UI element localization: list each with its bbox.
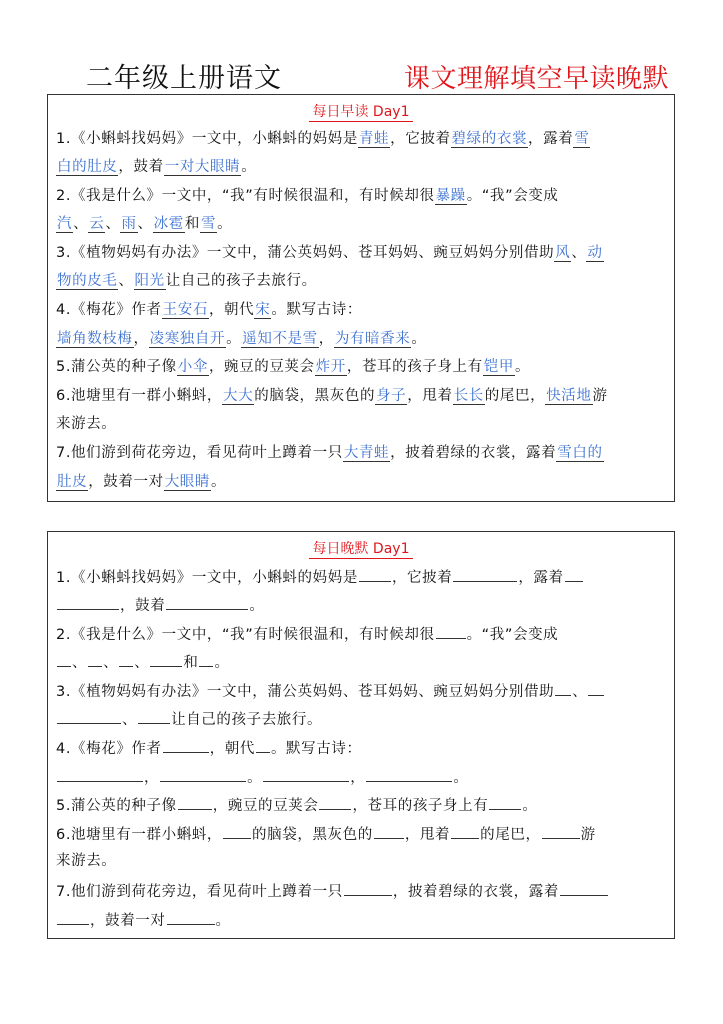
text: 来游去。 xyxy=(56,853,117,869)
text: ，朝代 xyxy=(209,741,255,757)
answer-blank[interactable] xyxy=(256,737,270,753)
answer: 雪白的 xyxy=(557,445,603,461)
text: 、 xyxy=(73,216,89,232)
text: 。 xyxy=(217,216,233,232)
answer: 大大 xyxy=(223,388,254,404)
answer-blank[interactable] xyxy=(366,766,452,782)
answer-blank[interactable] xyxy=(199,651,213,667)
answer-blank[interactable] xyxy=(57,594,119,610)
evening-dictation-box xyxy=(47,531,675,939)
text: ，它披着 xyxy=(390,131,451,147)
answer: 雨 xyxy=(121,216,137,232)
evening-line-2 xyxy=(56,594,264,616)
answer: 炸开 xyxy=(315,359,346,375)
text: 7.他们游到荷花旁边，看见荷叶上蹲着一只 xyxy=(56,884,343,900)
text: 。 xyxy=(247,770,263,786)
answer: 阳光 xyxy=(134,273,165,289)
text: 。 xyxy=(411,331,427,347)
answer: 身子 xyxy=(376,388,407,404)
answer-blank[interactable] xyxy=(88,651,102,667)
morning-line-8 xyxy=(56,329,426,349)
text: 、 xyxy=(105,216,121,232)
answer: 宋 xyxy=(255,302,271,318)
text: 。 xyxy=(214,655,230,671)
evening-line-8 xyxy=(56,766,468,788)
text: 2.《我是什么》一文中，“我”有时候很温和，有时候却很 xyxy=(56,188,435,204)
answer-blank[interactable] xyxy=(57,909,89,925)
text: ，朝代 xyxy=(208,302,255,318)
answer: 动 xyxy=(587,245,603,261)
text: ，它披着 xyxy=(391,570,453,586)
text: 。 xyxy=(249,598,265,614)
text: ，豌豆的豆荚会 xyxy=(208,359,315,375)
morning-title: 每日早读 Day1 xyxy=(309,104,412,122)
evening-line-7 xyxy=(56,737,362,759)
text: 。 xyxy=(215,913,231,929)
text: 让自己的孩子去旅行。 xyxy=(165,273,317,289)
answer-blank[interactable] xyxy=(359,566,391,582)
answer-blank[interactable] xyxy=(436,623,466,639)
text: 、 xyxy=(72,655,88,671)
answer-blank[interactable] xyxy=(451,823,479,839)
evening-line-5 xyxy=(56,680,605,702)
text: 、 xyxy=(134,655,150,671)
answer: 碧绿的衣裳 xyxy=(451,131,528,147)
answer-blank[interactable] xyxy=(57,766,143,782)
text: 的尾巴， xyxy=(484,388,546,404)
answer: 风 xyxy=(555,245,571,261)
evening-line-12 xyxy=(56,880,609,902)
text: 游 xyxy=(592,388,608,404)
text: 和 xyxy=(184,216,200,232)
page-subtitle: 课文理解填空早读晚默 xyxy=(404,64,670,94)
text: 5.蒲公英的种子像 xyxy=(56,798,177,814)
morning-line-4 xyxy=(56,214,232,234)
morning-line-9 xyxy=(56,357,530,377)
morning-line-2 xyxy=(56,157,256,177)
text: 4.《梅花》作者 xyxy=(56,741,162,757)
answer: 遥知不是雪 xyxy=(242,331,318,347)
evening-line-11 xyxy=(56,851,116,871)
answer-blank[interactable] xyxy=(374,823,404,839)
answer-blank[interactable] xyxy=(489,794,521,810)
text: 3.《植物妈妈有办法》一文中，蒲公英妈妈、苍耳妈妈、豌豆妈妈分别借助 xyxy=(56,684,555,700)
text: 。 xyxy=(226,331,242,347)
text: 。默写古诗： xyxy=(270,741,362,757)
text: 和 xyxy=(183,655,199,671)
answer: 王安石 xyxy=(162,302,208,318)
answer: 冰雹 xyxy=(153,216,184,232)
answer: 白的肚皮 xyxy=(57,159,118,175)
text: 7.他们游到荷花旁边，看见荷叶上蹲着一只 xyxy=(56,445,343,461)
text: 5.蒲公英的种子像 xyxy=(56,359,177,375)
text: ，鼓着一对 xyxy=(90,913,166,929)
answer-blank[interactable] xyxy=(138,708,170,724)
text: ，露着 xyxy=(528,131,574,147)
answer: 汽 xyxy=(57,216,73,232)
text: 游 xyxy=(580,827,596,843)
answer-blank[interactable] xyxy=(150,651,182,667)
evening-line-9 xyxy=(56,794,537,816)
answer-blank[interactable] xyxy=(344,880,392,896)
evening-line-6 xyxy=(56,708,322,730)
text: ，露着 xyxy=(518,570,564,586)
answer: 大眼睛 xyxy=(164,474,211,490)
text: ，披着碧绿的衣裳，露着 xyxy=(392,884,559,900)
answer: 物的皮毛 xyxy=(57,273,118,289)
morning-reading-box xyxy=(47,94,675,502)
evening-line-10 xyxy=(56,823,596,845)
morning-line-13 xyxy=(56,472,226,492)
text: 来游去。 xyxy=(56,416,117,432)
morning-line-11 xyxy=(56,414,116,434)
answer: 快活地 xyxy=(546,388,592,404)
answer-blank[interactable] xyxy=(160,766,246,782)
answer: 肚皮 xyxy=(57,474,88,490)
answer-blank[interactable] xyxy=(223,823,251,839)
answer: 墙角数枝梅 xyxy=(57,331,133,347)
text: ，甩着 xyxy=(407,388,453,404)
answer: 青蛙 xyxy=(358,131,390,147)
text: 4.《梅花》作者 xyxy=(56,302,162,318)
evening-line-3 xyxy=(56,623,558,645)
answer: 暴躁 xyxy=(435,188,466,204)
answer: 凌寒独自开 xyxy=(149,331,226,347)
answer: 小伞 xyxy=(177,359,208,375)
text: 3.《植物妈妈有办法》一文中，蒲公英妈妈、苍耳妈妈、豌豆妈妈分别借助 xyxy=(56,245,555,261)
answer-blank[interactable] xyxy=(119,651,133,667)
answer: 长长 xyxy=(453,388,484,404)
text: ，豌豆的豆荚会 xyxy=(212,798,319,814)
answer: 大青蛙 xyxy=(343,445,390,461)
text: 。“我”会变成 xyxy=(466,627,559,643)
text: 的脑袋，黑灰色的 xyxy=(254,388,376,404)
evening-line-4 xyxy=(56,651,230,673)
answer: 一对大眼睛 xyxy=(164,159,241,175)
answer: 为有暗香来 xyxy=(334,331,411,347)
answer-blank[interactable] xyxy=(453,566,517,582)
text: ，苍耳的孩子身上有 xyxy=(352,798,489,814)
morning-line-1 xyxy=(56,129,590,149)
text: ，鼓着一对 xyxy=(88,474,164,490)
text: ，甩着 xyxy=(404,827,451,843)
answer-blank[interactable] xyxy=(167,909,215,925)
answer: 铠甲 xyxy=(483,359,514,375)
morning-line-5 xyxy=(56,243,604,263)
text: ，鼓着 xyxy=(120,598,166,614)
text: 。默写古诗： xyxy=(271,302,362,318)
text: ，披着碧绿的衣裳，露着 xyxy=(390,445,557,461)
text: 、 xyxy=(118,273,134,289)
evening-line-13 xyxy=(56,909,231,931)
text: ，苍耳的孩子身上有 xyxy=(346,359,483,375)
text: 6.池塘里有一群小蝌蚪， xyxy=(56,827,223,843)
evening-title: 每日晚默 Day1 xyxy=(309,541,412,559)
text: ，鼓着 xyxy=(118,159,164,175)
text: 。 xyxy=(514,359,531,375)
answer-blank[interactable] xyxy=(542,823,580,839)
answer-blank[interactable] xyxy=(555,680,571,696)
answer-blank[interactable] xyxy=(166,594,248,610)
text: 的尾巴， xyxy=(480,827,541,843)
text: 、 xyxy=(571,245,587,261)
answer: 云 xyxy=(89,216,105,232)
answer-blank[interactable] xyxy=(560,880,608,896)
answer-blank[interactable] xyxy=(263,766,349,782)
answer-blank[interactable] xyxy=(163,737,209,753)
answer-blank[interactable] xyxy=(565,566,583,582)
morning-line-6 xyxy=(56,271,317,291)
text: ， xyxy=(318,331,334,347)
evening-line-1 xyxy=(56,566,584,588)
morning-line-10 xyxy=(56,386,608,406)
morning-line-3 xyxy=(56,186,559,206)
text: 1.《小蝌蚪找妈妈》一文中，小蝌蚪的妈妈是 xyxy=(56,131,358,147)
text: ， xyxy=(133,331,149,347)
answer: 雪 xyxy=(574,131,590,147)
morning-line-12 xyxy=(56,443,604,463)
text: 1.《小蝌蚪找妈妈》一文中，小蝌蚪的妈妈是 xyxy=(56,570,358,586)
answer-blank[interactable] xyxy=(588,680,604,696)
text: 2.《我是什么》一文中，“我”有时候很温和，有时候却很 xyxy=(56,627,435,643)
text: 。 xyxy=(453,770,469,786)
answer: 雪 xyxy=(200,216,217,232)
text: 、 xyxy=(103,655,119,671)
text: 。 xyxy=(241,159,257,175)
text: 、 xyxy=(137,216,153,232)
answer-blank[interactable] xyxy=(57,651,71,667)
answer-blank[interactable] xyxy=(178,794,212,810)
page-title: 二年级上册语文 xyxy=(86,63,282,94)
text: 、 xyxy=(122,712,138,728)
answer-blank[interactable] xyxy=(319,794,351,810)
text: 的脑袋，黑灰色的 xyxy=(252,827,373,843)
morning-line-7 xyxy=(56,300,362,320)
text: 。 xyxy=(211,474,227,490)
text: 。“我”会变成 xyxy=(466,188,559,204)
text: 。 xyxy=(522,798,538,814)
text: ， xyxy=(144,770,160,786)
answer-blank[interactable] xyxy=(57,708,121,724)
text: 让自己的孩子去旅行。 xyxy=(171,712,323,728)
text: 、 xyxy=(572,684,588,700)
text: 6.池塘里有一群小蝌蚪， xyxy=(56,388,223,404)
text: ， xyxy=(350,770,366,786)
